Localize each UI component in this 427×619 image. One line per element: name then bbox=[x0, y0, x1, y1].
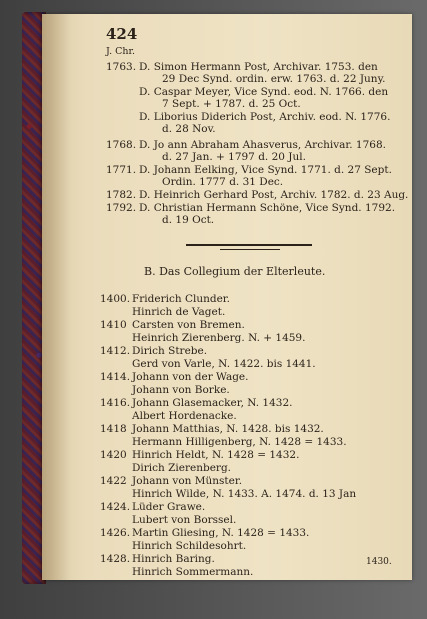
entry-year: 1768. bbox=[106, 139, 137, 151]
list-item: Dirich Strebe. bbox=[132, 345, 208, 357]
entry-line: D. Christian Hermann Schöne, Vice Synd. 1792. bbox=[139, 202, 396, 214]
list-item: Martin Gliesing, N. 1428 = 1433. bbox=[132, 527, 310, 539]
list-year: 1422 bbox=[100, 475, 127, 487]
list-year: 1426. bbox=[100, 527, 131, 539]
chronology-label: J. Chr. bbox=[106, 46, 136, 57]
list-item: Carsten von Bremen. bbox=[132, 319, 245, 331]
list-item: Gerd von Varle, N. 1422. bis 1441. bbox=[132, 358, 316, 370]
list-item: Hinrich Schildesohrt. bbox=[132, 540, 247, 552]
entry-line: D. Heinrich Gerhard Post, Archiv. 1782. d. 23 Aug. bbox=[139, 189, 409, 201]
list-item: Heinrich Zierenberg. N. + 1459. bbox=[132, 332, 306, 344]
page-gutter-shadow bbox=[42, 14, 70, 580]
entry-line: d. 28 Nov. bbox=[162, 123, 216, 135]
list-year: 1410 bbox=[100, 319, 127, 331]
list-item: Johann Matthias, N. 1428. bis 1432. bbox=[132, 423, 324, 435]
list-item: Hinrich de Vaget. bbox=[132, 306, 226, 318]
entry-line: d. 19 Oct. bbox=[162, 214, 215, 226]
list-item: Lüder Grawe. bbox=[132, 501, 206, 513]
entry-line: D. Liborius Diderich Post, Archiv. eod. N. 1776. bbox=[139, 111, 391, 123]
list-item: Hinrich Wilde, N. 1433. A. 1474. d. 13 Jan bbox=[132, 488, 357, 500]
entry-line: Ordin. 1777 d. 31 Dec. bbox=[162, 176, 284, 188]
list-year: 1414. bbox=[100, 371, 131, 383]
list-year: 1428. bbox=[100, 553, 131, 565]
list-item: Hinrich Sommermann. bbox=[132, 566, 254, 578]
list-year: 1418 bbox=[100, 423, 127, 435]
list-year: 1412. bbox=[100, 345, 131, 357]
list-item: Johann Glasemacker, N. 1432. bbox=[132, 397, 293, 409]
entry-line: D. Simon Hermann Post, Archivar. 1753. den bbox=[139, 61, 378, 73]
list-year: 1424. bbox=[100, 501, 131, 513]
list-item: Lubert von Borssel. bbox=[132, 514, 237, 526]
page-number: 424 bbox=[106, 25, 138, 43]
list-item: Friderich Clunder. bbox=[132, 293, 231, 305]
list-year: 1420 bbox=[100, 449, 127, 461]
list-item: Hermann Hilligenberg, N. 1428 = 1433. bbox=[132, 436, 347, 448]
entry-line: 7 Sept. + 1787. d. 25 Oct. bbox=[162, 98, 301, 110]
list-year: 1416. bbox=[100, 397, 131, 409]
entry-year: 1792. bbox=[106, 202, 137, 214]
list-item: Johann von Münster. bbox=[132, 475, 243, 487]
list-item: Dirich Zierenberg. bbox=[132, 462, 232, 474]
entry-line: d. 27 Jan. + 1797 d. 20 Jul. bbox=[162, 151, 306, 163]
entry-year: 1763. bbox=[106, 61, 137, 73]
section-divider-thin bbox=[220, 249, 280, 250]
entry-year: 1771. bbox=[106, 164, 137, 176]
list-item: Johann von Borke. bbox=[132, 384, 230, 396]
list-item: Albert Hordenacke. bbox=[132, 410, 237, 422]
list-year: 1400. bbox=[100, 293, 131, 305]
list-item: Hinrich Heldt, N. 1428 = 1432. bbox=[132, 449, 300, 461]
list-item: Hinrich Baring. bbox=[132, 553, 215, 565]
catchword: 1430. bbox=[366, 557, 392, 567]
entry-year: 1782. bbox=[106, 189, 137, 201]
list-item: Johann von der Wage. bbox=[132, 371, 249, 383]
entry-line: D. Jo ann Abraham Ahasverus, Archivar. 1768. bbox=[139, 139, 386, 151]
section-divider bbox=[186, 244, 312, 246]
entry-line: D. Caspar Meyer, Vice Synd. eod. N. 1766. den bbox=[139, 86, 389, 98]
entry-line: 29 Dec Synd. ordin. erw. 1763. d. 22 Juny. bbox=[162, 73, 386, 85]
entry-line: D. Johann Eelking, Vice Synd. 1771. d. 27 Sept. bbox=[139, 164, 392, 176]
section-heading: B. Das Collegium der Elterleute. bbox=[144, 265, 326, 278]
